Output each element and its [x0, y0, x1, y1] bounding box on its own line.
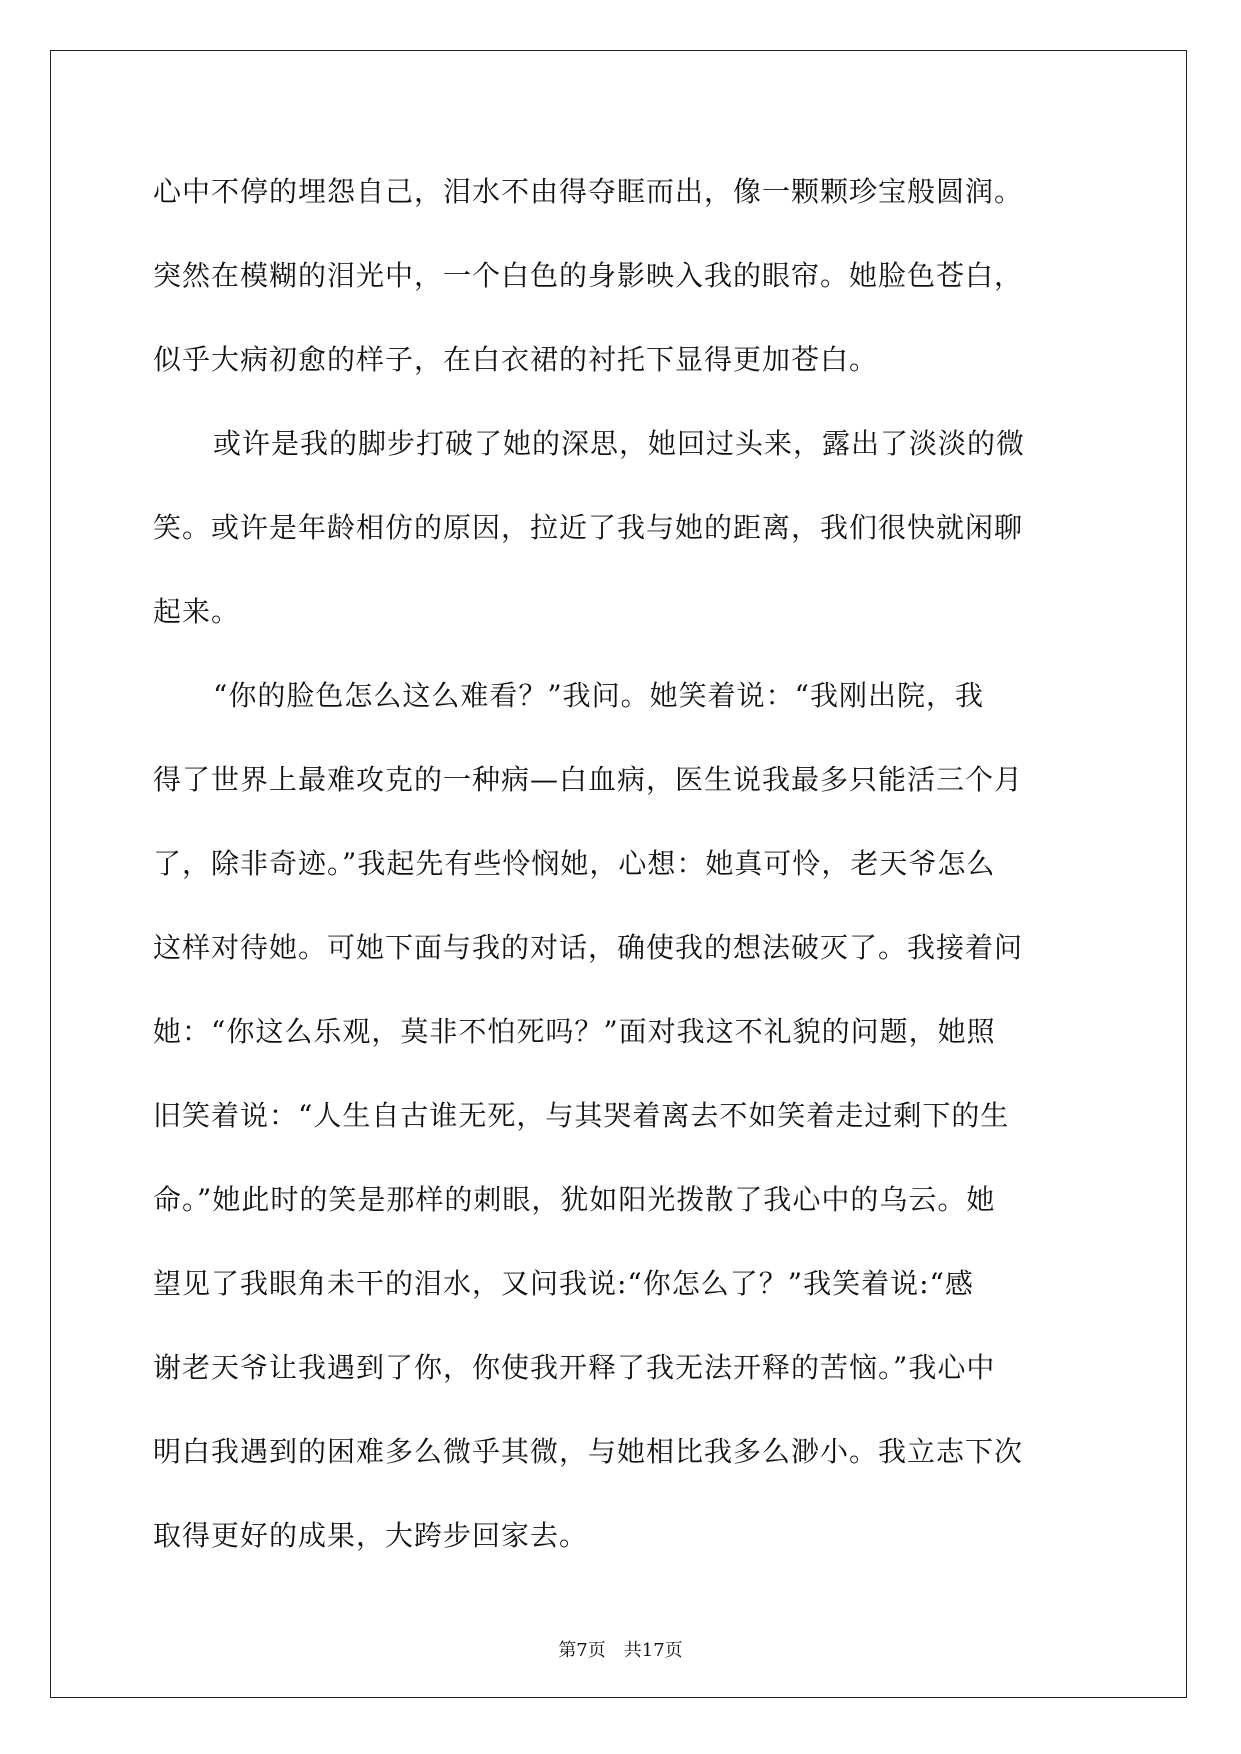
text-line: 得了世界上最难攻克的一种病—白血病，医生说我最多只能活三个月 [153, 763, 1024, 796]
text-line: 命。”她此时的笑是那样的刺眼，犹如阳光拨散了我心中的乌云。她 [153, 1183, 996, 1216]
page-number-footer: 第7页 共17页 [558, 1640, 683, 1661]
text-line: 或许是我的脚步打破了她的深思，她回过头来，露出了淡淡的微 [213, 427, 1026, 460]
text-line: 这样对待她。可她下面与我的对话，确使我的想法破灭了。我接着问 [153, 931, 1024, 964]
text-line: 似乎大病初愈的样子，在白衣裙的衬托下显得更加苍白。 [153, 343, 879, 376]
text-line: 明白我遇到的困难多么微乎其微，与她相比我多么渺小。我立志下次 [153, 1435, 1024, 1468]
text-line: 望见了我眼角未干的泪水，又问我说:“你怎么了？”我笑着说:“感 [153, 1267, 974, 1300]
text-line: 谢老天爷让我遇到了你，你使我开释了我无法开释的苦恼。”我心中 [153, 1351, 996, 1384]
text-line: 起来。 [153, 595, 241, 628]
text-line: 了，除非奇迹。”我起先有些怜悯她，心想：她真可怜，老天爷怎么 [153, 847, 996, 880]
text-line: 突然在模糊的泪光中，一个白色的身影映入我的眼帘。她脸色苍白， [153, 259, 1024, 292]
text-line: 笑。或许是年龄相仿的原因，拉近了我与她的距离，我们很快就闲聊 [153, 511, 1024, 544]
text-line: 心中不停的埋怨自己，泪水不由得夺眶而出，像一颗颗珍宝般圆润。 [153, 175, 1024, 208]
text-line: 取得更好的成果，大跨步回家去。 [153, 1519, 589, 1552]
text-line: 她：“你这么乐观，莫非不怕死吗？”面对我这不礼貌的问题，她照 [153, 1015, 996, 1048]
text-line: 旧笑着说：“人生自古谁无死，与其哭着离去不如笑着走过剩下的生 [153, 1099, 1010, 1132]
document-body [153, 150, 1093, 1578]
text-line: “你的脸色怎么这么难看？”我问。她笑着说：“我刚出院，我 [213, 679, 984, 712]
